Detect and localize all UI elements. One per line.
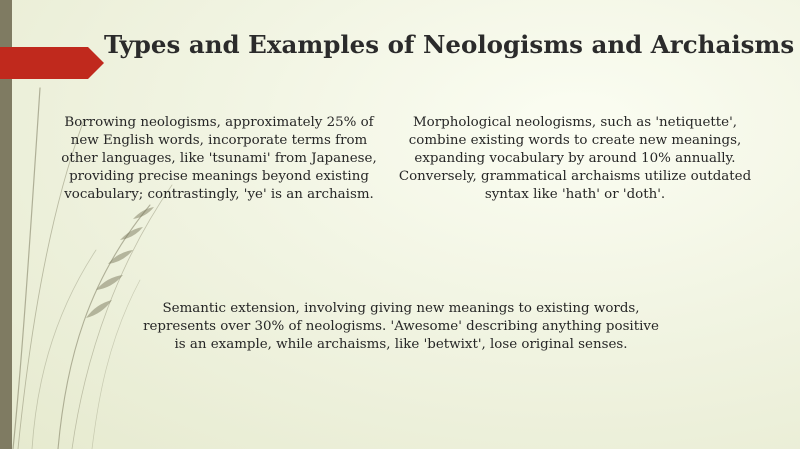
semantic-extension-text: Semantic extension, involving giving new meanings to existing words, represents over 30% of neologisms. 'Awesome' describing anything positive is an example, while archaisms, like 'betwixt', lose original senses. <box>143 301 659 352</box>
slide-title: Types and Examples of Neologisms and Archaisms <box>104 30 795 59</box>
morphological-neologisms-text: Morphological neologisms, such as 'netiquette', combine existing words to create new meanings, expanding vocabulary by around 10% annually. Conversely, grammatical archaisms utilize outdated syntax like 'hath' or 'doth'. <box>398 115 752 202</box>
borrowing-neologisms-text: Borrowing neologisms, approximately 25% of new English words, incorporate terms from other languages, like 'tsunami' from Japanese, providing precise meanings beyond existing vocabulary; contrastingly, 'ye' is an archaism. <box>61 115 377 202</box>
left-border-bar <box>0 0 12 449</box>
